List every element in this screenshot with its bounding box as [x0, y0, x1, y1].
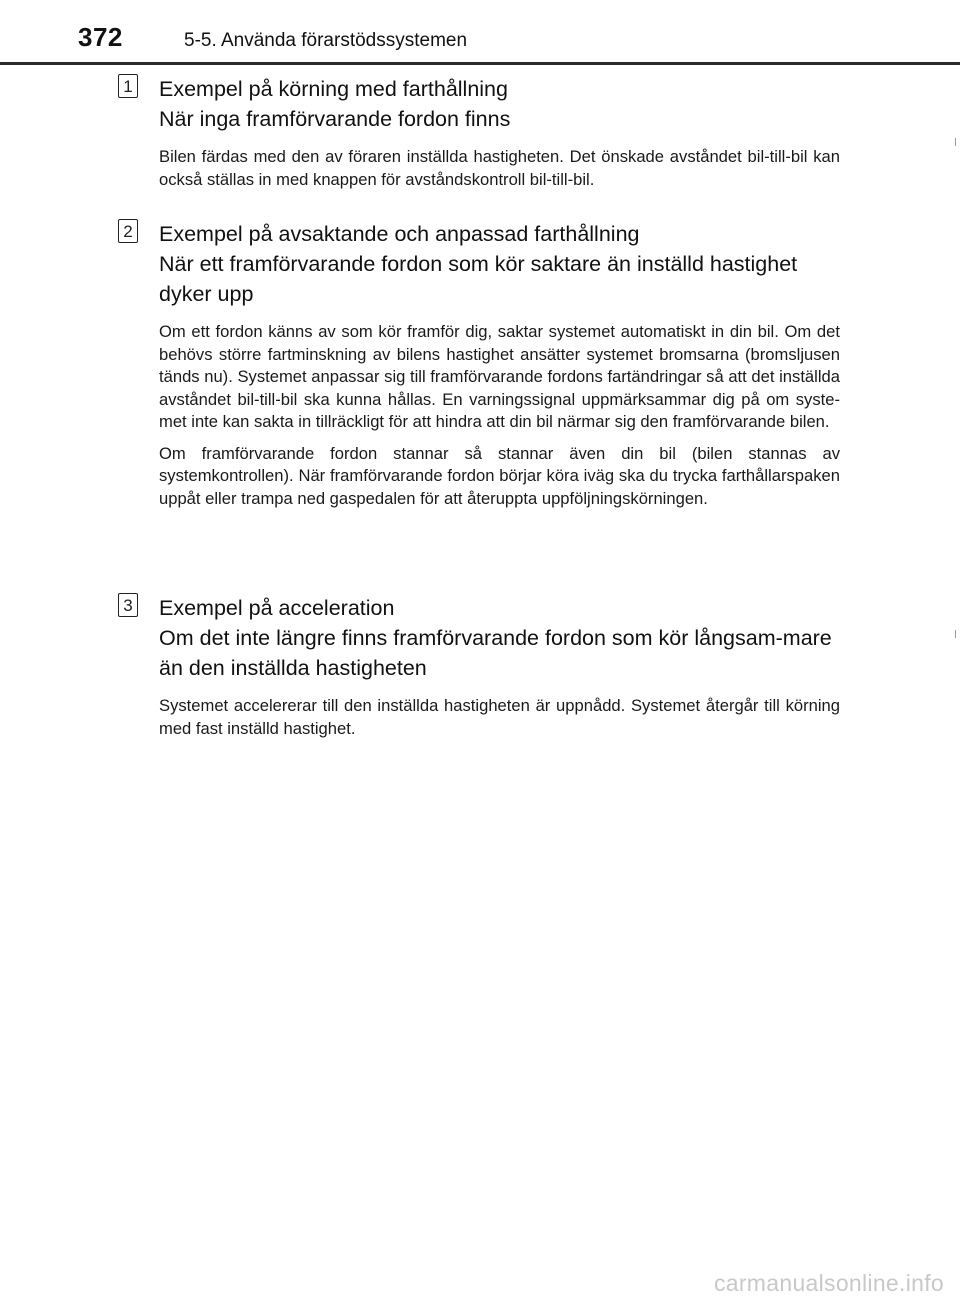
list-item: [118, 593, 840, 740]
edge-tick: [955, 630, 956, 638]
item-heading: [159, 593, 840, 683]
header-rule: [0, 62, 960, 65]
item-heading-line1: Exempel på acceleration: [159, 596, 395, 620]
list-item: [118, 219, 840, 510]
item-heading-line1: Exempel på avsaktande och anpassad farthållning: [159, 222, 640, 246]
section-title: 5-5. Använda förarstödssystemen: [184, 30, 468, 51]
item-heading-line2: När ett framförvarande fordon som kör saktare än inställd hastighet dyker upp: [159, 252, 798, 306]
list-item: [118, 74, 840, 191]
item-paragraph: Systemet accelererar till den inställda hastigheten är uppnådd. Systemet återgår till körning med fast inställd hastighet.: [159, 696, 840, 738]
item-number-badge: 3: [118, 593, 138, 617]
item-heading: [159, 219, 840, 309]
item-paragraph: Bilen färdas med den av föraren inställda hastigheten. Det önskade avståndet bil-till-bil kan också ställas in med knappen för avståndskontroll bil-till-bil.: [159, 147, 840, 189]
item-heading-line2: Om det inte längre finns framförvarande fordon som kör långsam-mare än den inställda hastigheten: [159, 626, 832, 680]
item-number-badge: 1: [118, 74, 138, 98]
edge-tick: [955, 138, 956, 146]
item-paragraph: Om ett fordon känns av som kör framför dig, saktar systemet automatiskt in din bil. Om det behövs större fartminskning av bilens hastighet ansätter systemet bromsarna (bromsljusen tänds nu). Systemet anpassar sig till framförvarande fordons fartändringar så att det inställda avståndet bil-till-bil ska kunna hållas. En varningssignal uppmärksammar dig på om syste-met inte kan sakta in tillräckligt för att hindra att din bil närmar sig den framförvarande bilen.: [159, 322, 840, 431]
page-number: 372: [78, 22, 123, 52]
item-paragraph: Om framförvarande fordon stannar så stannar även din bil (bilen stannas av systemkontrollen). När framförvarande fordon börjar köra iväg ska du trycka farthållarspaken uppåt eller trampa ned gaspedalen för att återuppta uppföljningskörningen.: [159, 443, 840, 508]
watermark: carmanualsonline.info: [713, 1270, 944, 1296]
item-heading-line2: När inga framförvarande fordon finns: [159, 107, 511, 131]
item-heading-line1: Exempel på körning med farthållning: [159, 77, 508, 101]
item-number-badge: 2: [118, 219, 138, 243]
item-heading: [159, 74, 840, 134]
